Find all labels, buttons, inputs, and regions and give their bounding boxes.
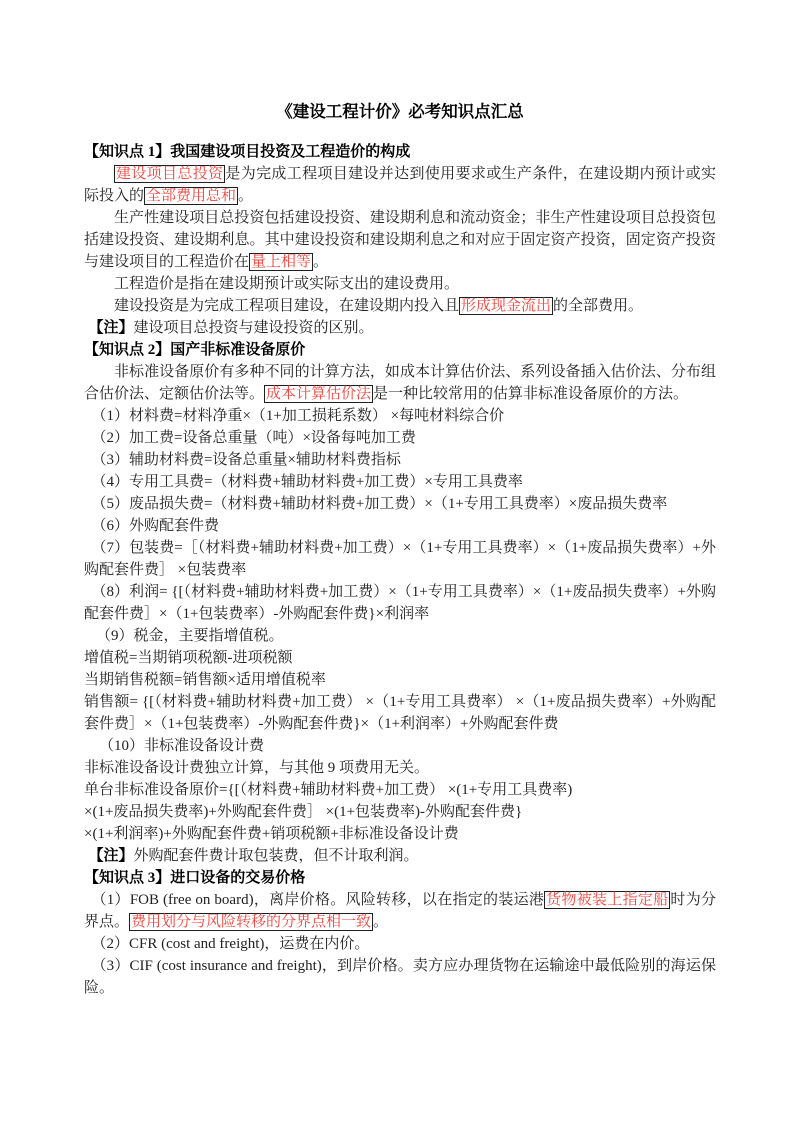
text-run: （2）加工费=设备总重量（吨）×设备每吨加工费 — [91, 430, 416, 446]
paragraph — [84, 537, 716, 581]
paragraph — [84, 163, 716, 207]
paragraph — [84, 669, 716, 691]
text-run: 当期销售税额=销售额×适用增值税率 — [84, 672, 326, 688]
note-label: 【注】 — [88, 848, 134, 864]
highlight-box: 量上相等 — [251, 254, 312, 270]
text-run: 时为分界点。 — [84, 892, 716, 930]
highlight-box: 全部费用总和 — [146, 188, 237, 204]
text-run: （8）利润= {[（材料费+辅助材料费+加工费）×（1+专用工具费率）×（1+废品损失费率）+外购配套件费］×（1+包装费率）-外购配套件费}×利润率 — [84, 584, 716, 622]
text-run: 工程造价是指在建设期预计或实际支出的建设费用。 — [114, 276, 460, 292]
text-run: 建设投资是为完成工程项目建设，在建设期内投入且 — [114, 298, 460, 314]
text-run: （4）专用工具费=（材料费+辅助材料费+加工费）×专用工具费率 — [91, 474, 523, 490]
text-run: （1）材料费=材料净重×（1+加工损耗系数） ×每吨材料综合价 — [91, 408, 505, 424]
paragraph — [84, 757, 716, 779]
paragraph — [84, 625, 716, 647]
text-run: （5）废品损失费=（材料费+辅助材料费+加工费）×（1+专用工具费率）×废品损失费率 — [91, 496, 668, 512]
paragraph — [84, 581, 716, 625]
paragraph — [84, 405, 716, 427]
paragraph — [84, 471, 716, 493]
text-run: 销售额= {[（材料费+辅助材料费+加工费） ×（1+专用工具费率） ×（1+废品损失费率）+外购配套件费］×（1+包装费率）-外购配套件费}×（1+利润率）+外购配套件费 — [84, 694, 716, 732]
text-run: 增值税=当期销项税额-进项税额 — [84, 650, 293, 666]
highlight-box: 成本计算估价法 — [266, 386, 372, 402]
paragraph — [84, 207, 716, 273]
text-run: 单台非标准设备原价={[（材料费+辅助材料费+加工费） ×(1+专用工具费率) — [84, 782, 573, 798]
text-run: （2）CFR (cost and freight)，运费在内价。 — [91, 936, 370, 952]
highlight-box: 建设项目总投资 — [116, 166, 224, 182]
paragraph — [84, 801, 716, 823]
text-run: 是一种比较常用的估算非标准设备原价的方法。 — [373, 386, 689, 402]
paragraph — [84, 647, 716, 669]
text-run: （6）外购配套件费 — [91, 518, 220, 534]
text-run: ×(1+废品损失费率)+外购配套件费］ ×(1+包装费率)-外购配套件费} — [84, 804, 523, 820]
text-run: 外购配套件费计取包装费，但不计取利润。 — [133, 848, 419, 864]
text-run: ×(1+利润率)+外购配套件费+销项税额+非标准设备设计费 — [84, 826, 459, 842]
text-run: （1）FOB (free on board)，离岸价格。风险转移，以在指定的装运港 — [91, 892, 545, 908]
text-run: 的全部费用。 — [553, 298, 644, 314]
text-run: 生产性建设项目总投资包括建设投资、建设期利息和流动资金；非生产性建设项目总投资包括建设投资、建设期利息。其中建设投资和建设期利息之和对应于固定资产投资，固定资产投资与建设项目的工程造价在 — [84, 210, 716, 270]
paragraph — [84, 779, 716, 801]
text-run: 【知识点 2】国产非标准设备原价 — [84, 342, 306, 358]
text-run: 是为完成工程项目建设并达到使用要求或生产条件，在建设期内预计或实际投入的 — [84, 166, 716, 204]
document-body — [84, 141, 716, 999]
text-run: 【知识点 3】进口设备的交易价格 — [84, 870, 306, 886]
paragraph — [84, 295, 716, 317]
paragraph — [84, 515, 716, 537]
text-run: （10）非标准设备设计费 — [99, 738, 265, 754]
paragraph — [84, 493, 716, 515]
paragraph — [84, 691, 716, 735]
text-run: （3）辅助材料费=设备总重量×辅助材料费指标 — [91, 452, 401, 468]
text-run: 非标准设备原价有多种不同的计算方法，如成本计算估价法、系列设备插入估价法、分布组合估价法、定额估价法等。 — [84, 364, 716, 402]
text-run: 。 — [313, 254, 329, 270]
text-run: 【知识点 1】我国建设项目投资及工程造价的构成 — [84, 144, 411, 160]
paragraph — [84, 361, 716, 405]
text-run: 建设项目总投资与建设投资的区别。 — [133, 320, 374, 336]
paragraph — [84, 273, 716, 295]
text-run: （7）包装费=［（材料费+辅助材料费+加工费）×（1+专用工具费率）×（1+废品损失费率）+外购配套件费］ ×包装费率 — [84, 540, 716, 578]
paragraph — [84, 933, 716, 955]
section-heading — [84, 141, 716, 163]
paragraph — [84, 845, 716, 867]
paragraph — [84, 823, 716, 845]
paragraph — [84, 889, 716, 933]
section-heading — [84, 867, 716, 889]
text-run: （3）CIF (cost insurance and freight)，到岸价格。卖方应办理货物在运输途中最低险别的海运保险。 — [84, 958, 716, 996]
paragraph — [84, 427, 716, 449]
text-run: 非标准设备设计费独立计算，与其他 9 项费用无关。 — [84, 760, 430, 776]
section-heading — [84, 339, 716, 361]
highlight-box: 费用划分与风险转移的分界点相一致 — [131, 914, 372, 930]
text-run: （9）税金，主要指增值税。 — [96, 628, 284, 644]
text-run: 。 — [373, 914, 389, 930]
paragraph — [84, 955, 716, 999]
paragraph — [84, 449, 716, 471]
document-title: 《建设工程计价》必考知识点汇总 — [276, 102, 524, 121]
note-label: 【注】 — [88, 320, 134, 336]
paragraph — [84, 735, 716, 757]
paragraph — [84, 317, 716, 339]
text-run: 。 — [238, 188, 254, 204]
highlight-box: 形成现金流出 — [461, 298, 552, 314]
highlight-box: 货物被装上指定船 — [546, 892, 669, 908]
